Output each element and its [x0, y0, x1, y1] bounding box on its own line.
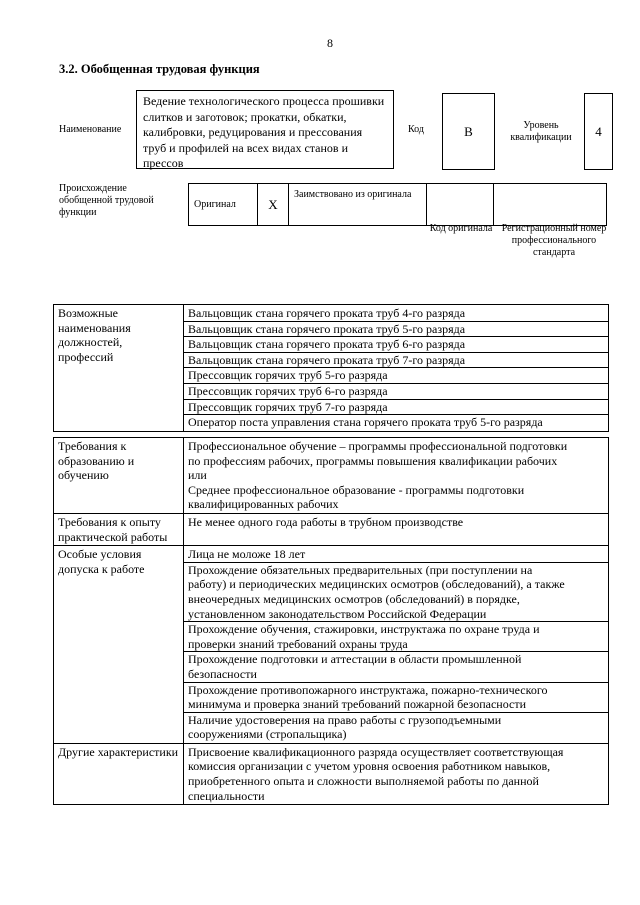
section-title: 3.2. Обобщенная трудовая функция [59, 62, 260, 76]
code-value-box: B [442, 93, 495, 170]
position-item: Вальцовщик стана горячего проката труб 6-го разряда [188, 337, 466, 352]
position-item: Вальцовщик стана горячего проката труб 7-го разряда [188, 352, 466, 367]
education-row [54, 438, 609, 514]
text-line: Прохождение противопожарного инструктажа, пожарно-технического [188, 682, 548, 697]
other-label: Другие характеристики [54, 743, 184, 804]
text-line: минимума и проверка знаний требований пожарной безопасности [188, 697, 527, 712]
text-line: Среднее профессиональное образование - программы подготовки [188, 482, 525, 497]
text-line: Профессиональное обучение – программы профессиональной подготовки [188, 439, 568, 453]
level-value-box: 4 [584, 93, 613, 170]
experience-value [184, 513, 609, 545]
reg-number-cell [494, 184, 607, 226]
text-line: приобретенного опыта и сложности выполняемой работы по данной [188, 774, 539, 789]
text-line: проверки знаний требований охраны труда [188, 636, 408, 651]
reg-number-caption: Регистрационный номер профессионального стандарта [501, 223, 607, 258]
text-line: внеочередных медицинских осмотров (обследований) в порядке, [188, 591, 520, 606]
code-label: Код [408, 124, 424, 135]
experience-row [54, 513, 609, 545]
original-code-cell [427, 184, 494, 226]
text-line: безопасности [188, 666, 257, 681]
experience-label: Требования к опыту практической работы [54, 513, 184, 545]
positions-table [53, 304, 609, 432]
text-line: Наличие удостоверения на право работы с грузоподъемными [188, 712, 502, 727]
text-line: сооружениями (стропальщика) [188, 727, 347, 742]
text-line: или [188, 468, 207, 483]
requirements-table [53, 437, 609, 805]
text-line: по профессиям рабочих, программы повышения квалификации рабочих [188, 453, 558, 468]
admission-label: Особые условия допуска к работе [54, 546, 184, 744]
page-number: 8 [327, 36, 333, 50]
education-value [184, 438, 609, 514]
position-item: Прессовщик горячих труб 7-го разряда [188, 399, 388, 414]
name-label: Наименование [59, 124, 122, 135]
origin-table [188, 183, 607, 226]
text-line: комиссия организации с учетом уровня освоения работником навыков, [188, 759, 551, 774]
text-line: квалифицированных рабочих [188, 497, 339, 512]
borrowed-label: Заимствовано из оригинала [289, 184, 427, 226]
admission-row [54, 546, 609, 744]
text-line: Не менее одного года работы в трубном производстве [188, 514, 464, 529]
other-value [184, 743, 609, 804]
admission-value [184, 546, 609, 744]
text-line: установленном законодательством Российской Федерации [188, 606, 487, 621]
text-line: работу) и периодических медицинских осмотров (обследований), а также [188, 577, 565, 592]
name-value-box: Ведение технологического процесса прошивки слитков и заготовок; прокатки, обкатки, калибровки, редуцирования и прессования труб и профилей на всех видах станов и прессов [136, 90, 394, 169]
origin-label: Происхождение обобщенной трудовой функции [59, 183, 154, 218]
original-mark: X [258, 184, 289, 226]
original-label: Оригинал [189, 184, 258, 226]
positions-list [184, 305, 609, 432]
text-line: Присвоение квалификационного разряда осуществляет соответствующая [188, 744, 564, 759]
other-row [54, 743, 609, 804]
position-item: Вальцовщик стана горячего проката труб 4-го разряда [188, 306, 466, 320]
level-label: Уровень квалификации [510, 120, 572, 143]
position-item: Оператор поста управления стана горячего проката труб 5-го разряда [188, 415, 543, 430]
text-line: Прохождение подготовки и аттестации в области промышленной [188, 652, 522, 667]
position-item: Вальцовщик стана горячего проката труб 5-го разряда [188, 321, 466, 336]
text-line: Прохождение обязательных предварительных (при поступлении на [188, 562, 533, 577]
position-item: Прессовщик горячих труб 6-го разряда [188, 383, 388, 398]
positions-label: Возможные наименования должностей, профессий [54, 305, 184, 432]
text-line: специальности [188, 788, 265, 803]
text-line: Прохождение обучения, стажировки, инструктажа по охране труда и [188, 622, 540, 637]
education-label: Требования к образованию и обучению [54, 438, 184, 514]
text-line: Лица не моложе 18 лет [188, 547, 306, 562]
code-original-caption: Код оригинала [429, 223, 493, 234]
position-item: Прессовщик горячих труб 5-го разряда [188, 368, 388, 383]
